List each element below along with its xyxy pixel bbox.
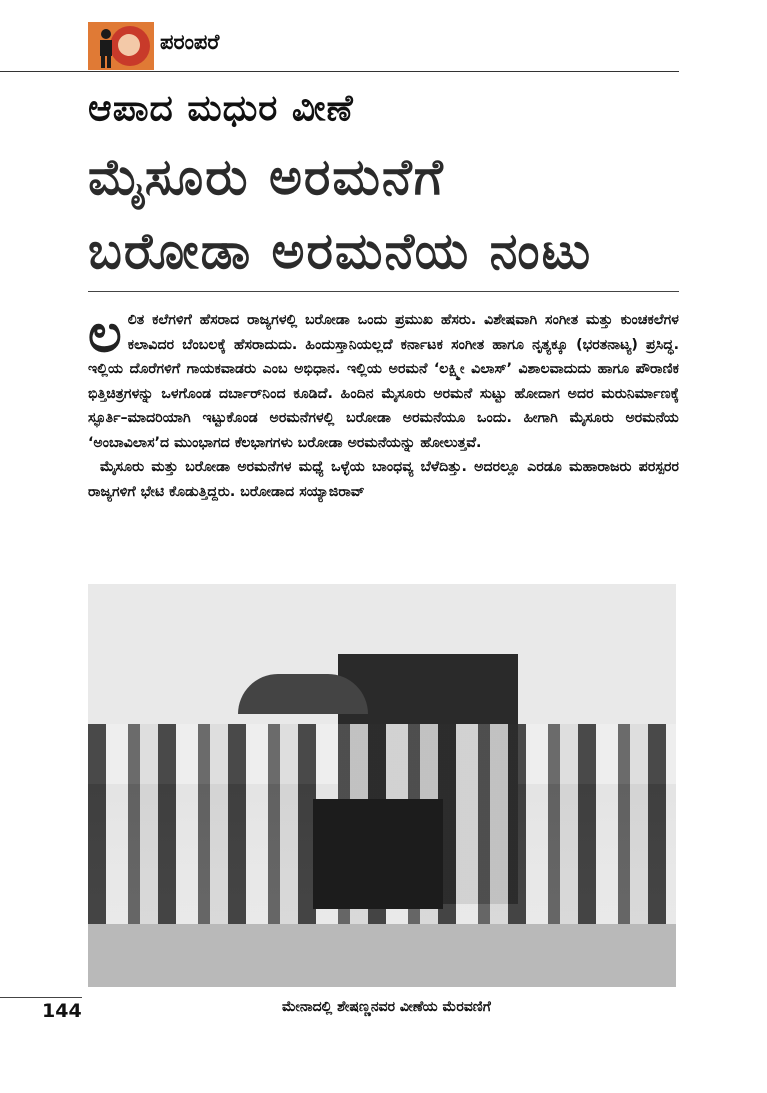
- headline-rule: [88, 291, 679, 292]
- article-body: [88, 304, 679, 504]
- footer-rule: [0, 997, 82, 998]
- paragraph-1-text: ಲಿತ ಕಲೆಗಳಿಗೆ ಹೆಸರಾದ ರಾಜ್ಯಗಳಲ್ಲಿ ಬರೋಡಾ ಒಂದು ಪ್ರಮುಖ ಹೆಸರು. ವಿಶೇಷವಾಗಿ ಸಂಗೀತ ಮತ್ತು ಕುಂಚಕಲೆಗಳ ಕಲಾವಿದರ ಬೆಂಬಲಕ್ಕೆ ಹೆಸರಾದುದು. ಹಿಂದುಸ್ತಾನಿಯಲ್ಲದೆ ಕರ್ನಾಟಕ ಸಂಗೀತ ಹಾಗೂ ನೃತ್ಯಕ್ಕೂ (ಭರತನಾಟ್ಯ) ಪ್ರಸಿದ್ಧ. ಇಲ್ಲಿಯ ದೊರೆಗಳಿಗೆ ಗಾಯಕವಾಡರು ಎಂಬ ಅಭಿಧಾನ. ಇಲ್ಲಿಯ ಅರಮನೆ ‘ಲಕ್ಷ್ಮೀ ವಿಲಾಸ್’ ವಿಶಾಲವಾದುದು ಹಾಗೂ ಪೌರಾಣಿಕ ಭಿತ್ತಿಚಿತ್ರಗಳನ್ನು ಒಳಗೊಂಡ ದರ್ಬಾರ್‌ನಿಂದ ಕೂಡಿದೆ. ಹಿಂದಿನ ಮೈಸೂರು ಅರಮನೆ ಸುಟ್ಟು ಹೋದಾಗ ಅದರ ಮರುನಿರ್ಮಾಣಕ್ಕೆ ಸ್ಫೂರ್ತಿ–ಮಾದರಿಯಾಗಿ ಇಟ್ಟುಕೊಂಡ ಅರಮನೆಗಳಲ್ಲಿ ಬರೋಡಾ ಅರಮನೆಯೂ ಒಂದು. ಹೀಗಾಗಿ ಮೈಸೂರು ಅರಮನೆಯ ‘ಅಂಬಾವಿಲಾಸ’ದ ಮುಂಭಾಗದ ಕೆಲಭಾಗಗಳು ಬರೋಡಾ ಅರಮನೆಯನ್ನು ಹೋಲುತ್ತವೆ.: [88, 312, 679, 451]
- paragraph-1: [88, 304, 679, 455]
- header-rule: [0, 71, 679, 72]
- drop-cap: ಲ: [88, 304, 122, 364]
- article-kicker: ಆಪಾದ ಮಧುರ ವೀಣೆ: [88, 88, 354, 129]
- headline-line-1: ಮೈಸೂರು ಅರಮನೆಗೆ: [88, 148, 445, 206]
- headline-line-2: ಬರೋಡಾ ಅರಮನೆಯ ನಂಟು: [88, 222, 593, 280]
- procession-photo: [88, 584, 676, 987]
- page-number: 144: [42, 1000, 82, 1022]
- photo-caption: ಮೇನಾದಲ್ಲಿ ಶೇಷಣ್ಣನವರ ವೀಣೆಯ ಮೆರವಣಿಗೆ: [282, 999, 491, 1015]
- parampare-logo-icon: [88, 22, 154, 70]
- section-label: ಪರಂಪರೆ: [160, 30, 220, 54]
- paragraph-2: ಮೈಸೂರು ಮತ್ತು ಬರೋಡಾ ಅರಮನೆಗಳ ಮಧ್ಯೆ ಒಳ್ಳೆಯ ಬಾಂಧವ್ಯ ಬೆಳೆದಿತ್ತು. ಅದರಲ್ಲೂ ಎರಡೂ ಮಹಾರಾಜರು ಪರಸ್ಪರರ ರಾಜ್ಯಗಳಿಗೆ ಭೇಟಿ ಕೊಡುತ್ತಿದ್ದರು. ಬರೋಡಾದ ಸಯ್ಯಾಜಿರಾವ್: [88, 459, 679, 500]
